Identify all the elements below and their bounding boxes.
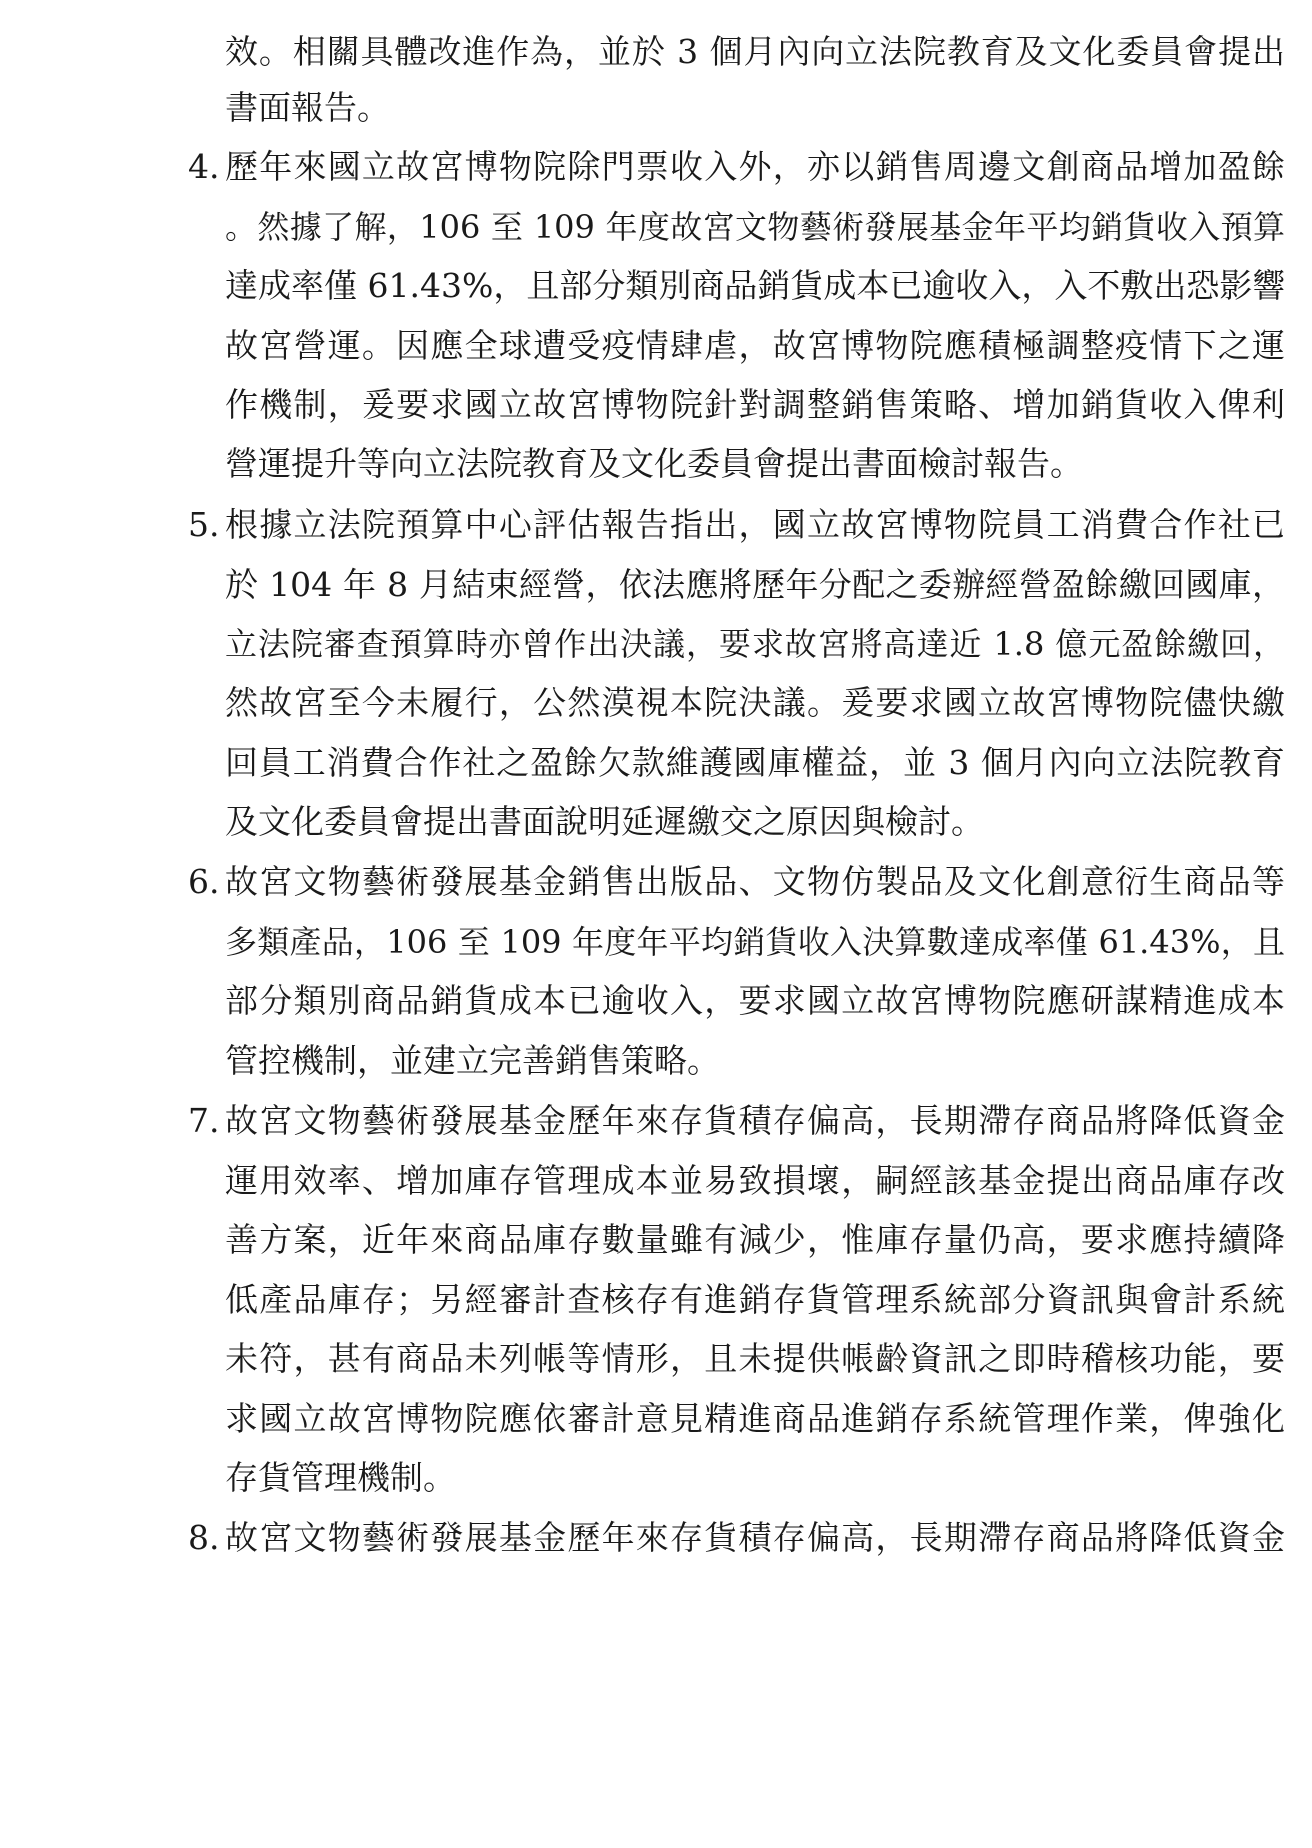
- paragraph-line: 多類產品，106 至 109 年度年平均銷貨收入決算數達成率僅 61.43%，且: [225, 923, 1285, 961]
- paragraph-line: 回員工消費合作社之盈餘欠款維護國庫權益，並 3 個月內向立法院教育: [225, 743, 1285, 782]
- paragraph-line: 管控機制，並建立完善銷售策略。: [225, 1041, 720, 1080]
- paragraph-line: 故宮營運。因應全球遭受疫情肆虐，故宮博物院應積極調整疫情下之運: [225, 326, 1285, 365]
- list-item-number: 5.: [188, 505, 220, 544]
- paragraph-line: 及文化委員會提出書面說明延遲繳交之原因與檢討。: [225, 802, 984, 841]
- paragraph-line: 故宮文物藝術發展基金歷年來存貨積存偏高，長期滯存商品將降低資金: [225, 1101, 1285, 1140]
- paragraph-line: 立法院審查預算時亦曾作出決議，要求故宮將高達近 1.8 億元盈餘繳回，: [225, 625, 1285, 663]
- paragraph-line: 。然據了解，106 至 109 年度故宮文物藝術發展基金年平均銷貨收入預算: [225, 208, 1285, 246]
- paragraph-line: 作機制，爰要求國立故宮博物院針對調整銷售策略、增加銷貨收入俾利: [225, 385, 1285, 424]
- list-item-number: 4.: [188, 147, 220, 186]
- list-item-number: 6.: [188, 862, 220, 901]
- paragraph-line: 效。相關具體改進作為，並於 3 個月內向立法院教育及文化委員會提出: [225, 32, 1285, 71]
- paragraph-line: 書面報告。: [225, 88, 390, 127]
- paragraph-line: 歷年來國立故宮博物院除門票收入外，亦以銷售周邊文創商品增加盈餘: [225, 147, 1285, 186]
- paragraph-line: 於 104 年 8 月結束經營，依法應將歷年分配之委辦經營盈餘繳回國庫，: [225, 565, 1285, 604]
- paragraph-line: 營運提升等向立法院教育及文化委員會提出書面檢討報告。: [225, 444, 1083, 483]
- list-item-number: 8.: [188, 1518, 220, 1557]
- paragraph-line: 運用效率、增加庫存管理成本並易致損壞，嗣經該基金提出商品庫存改: [225, 1161, 1285, 1200]
- paragraph-line: 根據立法院預算中心評估報告指出，國立故宮博物院員工消費合作社已: [225, 505, 1285, 544]
- paragraph-line: 存貨管理機制。: [225, 1458, 456, 1497]
- paragraph-line: 達成率僅 61.43%，且部分類別商品銷貨成本已逾收入，入不敷出恐影響: [225, 266, 1285, 305]
- paragraph-line: 求國立故宮博物院應依審計意見精進商品進銷存系統管理作業，俾強化: [225, 1399, 1285, 1438]
- paragraph-line: 部分類別商品銷貨成本已逾收入，要求國立故宮博物院應研謀精進成本: [225, 981, 1285, 1020]
- paragraph-line: 故宮文物藝術發展基金歷年來存貨積存偏高，長期滯存商品將降低資金: [225, 1518, 1285, 1557]
- paragraph-line: 低產品庫存；另經審計查核存有進銷存貨管理系統部分資訊與會計系統: [225, 1280, 1285, 1319]
- paragraph-line: 故宮文物藝術發展基金銷售出版品、文物仿製品及文化創意衍生商品等: [225, 862, 1285, 901]
- paragraph-line: 然故宮至今未履行，公然漠視本院決議。爰要求國立故宮博物院儘快繳: [225, 683, 1285, 722]
- list-item-number: 7.: [188, 1101, 220, 1140]
- paragraph-line: 未符，甚有商品未列帳等情形，且未提供帳齡資訊之即時稽核功能，要: [225, 1339, 1285, 1378]
- paragraph-line: 善方案，近年來商品庫存數量雖有減少，惟庫存量仍高，要求應持續降: [225, 1220, 1285, 1259]
